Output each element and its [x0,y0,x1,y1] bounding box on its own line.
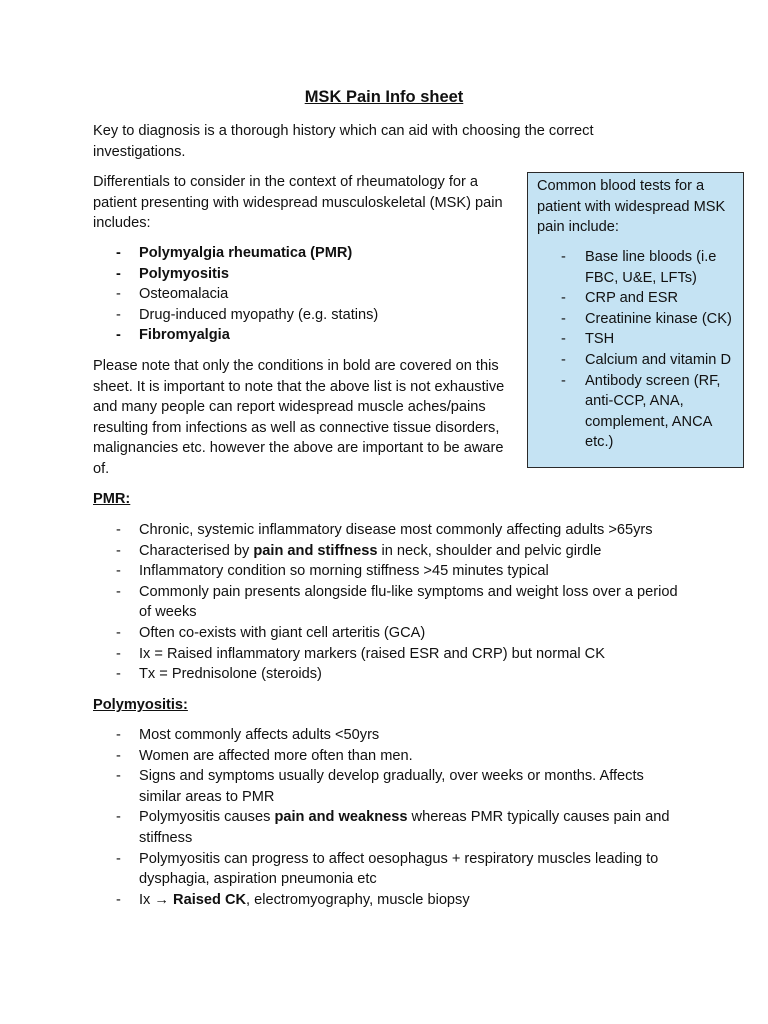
list-item: - Creatinine kinase (CK) [537,309,743,330]
differentials-list [93,243,513,346]
list-item: - Ix = Raised inflammatory markers (raised ESR and CRP) but normal CK [93,644,678,665]
list-item: - Base line bloods (i.e FBC, U&E, LFTs) [537,247,743,288]
blood-tests-box [527,172,744,468]
list-item: - Signs and symptoms usually develop gradually, over weeks or months. Affects similar areas to PMR [93,766,678,807]
pmr-heading: PMR: [93,491,131,507]
list-item: - Women are affected more often than men. [93,746,678,767]
list-item: - Calcium and vitamin D [537,350,743,371]
right-arrow-icon: → [154,891,169,908]
text-run: Polymyositis causes [139,809,275,826]
intro-paragraph: Key to diagnosis is a thorough history which can aid with choosing the correct investigations. [93,123,594,160]
text-run-bold: pain and weakness [274,809,408,826]
list-item: - Polymyositis [93,264,513,285]
text-run: whereas PMR typically causes pain and stiffness [139,809,670,846]
list-item: - Polymyositis can progress to affect oesophagus + respiratory muscles leading to dysphagia, aspiration pneumonia etc [93,849,678,890]
blood-tests-list [537,247,743,453]
page-title: MSK Pain Info sheet [304,88,464,106]
list-item: - Most commonly affects adults <50yrs [93,725,678,746]
list-item: - Chronic, systemic inflammatory disease most commonly affecting adults >65yrs [93,520,678,541]
text-run-bold: Raised CK [169,891,247,908]
pmr-list [93,520,678,685]
text-run: in neck, shoulder and pelvic girdle [377,542,602,559]
list-item: - Often co-exists with giant cell arteritis (GCA) [93,623,678,644]
list-item: - Antibody screen (RF, anti-CCP, ANA, complement, ANCA etc.) [537,371,743,453]
list-item: - Tx = Prednisolone (steroids) [93,664,678,685]
list-item: - Drug-induced myopathy (e.g. statins) [93,305,513,326]
list-item: - Inflammatory condition so morning stiffness >45 minutes typical [93,561,678,582]
list-item: - TSH [537,329,743,350]
note-paragraph: Please note that only the conditions in bold are covered on this sheet. It is important to note that the above list is not exhaustive and many people can report widespread muscle aches/pains resulting from infections as well as connective tissue disorders, malignancies etc. however the above are important to be aware of. [93,358,505,477]
text-run-bold: pain and stiffness [253,542,378,559]
list-item [93,807,678,848]
list-item [93,890,678,911]
text-run: Characterised by [139,542,254,559]
text-run: , electromyography, muscle biopsy [246,891,470,908]
polymyositis-list [93,725,678,910]
list-item: - Commonly pain presents alongside flu-like symptoms and weight loss over a period of weeks [93,582,678,623]
list-item: - Osteomalacia [93,284,513,305]
list-item: - CRP and ESR [537,288,743,309]
differentials-paragraph: Differentials to consider in the context of rheumatology for a patient presenting with widespread musculoskeletal (MSK) pain includes: [93,174,503,232]
text-run: Ix [139,891,155,908]
list-item [93,541,678,562]
list-item: - Polymyalgia rheumatica (PMR) [93,243,513,264]
blood-tests-intro: Common blood tests for a patient with widespread MSK pain include: [537,178,726,236]
list-item: - Fibromyalgia [93,325,513,346]
polymyositis-heading: Polymyositis: [93,697,188,713]
